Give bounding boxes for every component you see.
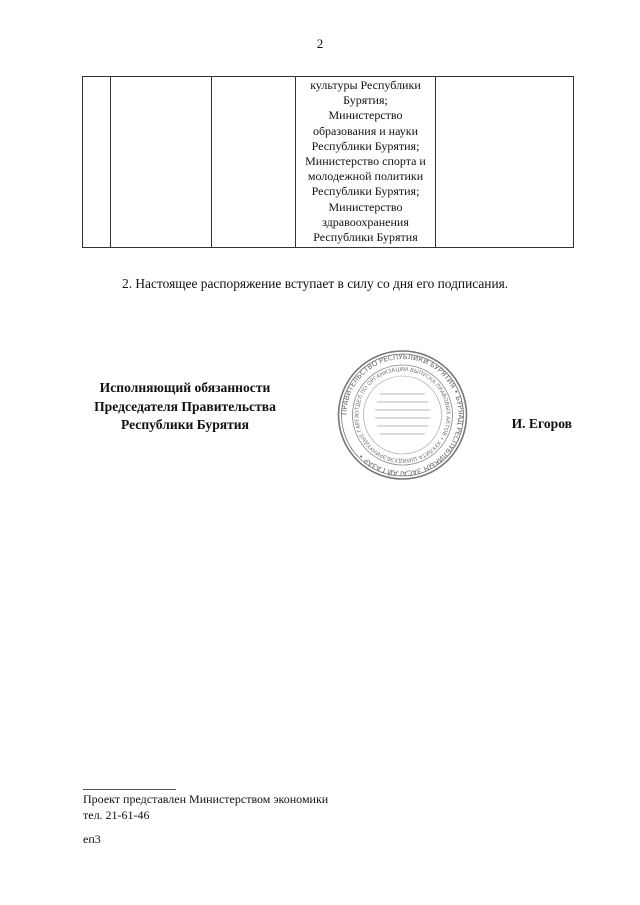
table-row bbox=[83, 77, 574, 248]
table-cell-notes bbox=[436, 77, 574, 248]
order-paragraph-2: 2. Настоящее распоряжение вступает в силу со дня его подписания. bbox=[122, 276, 509, 291]
signatory-line: Председателя Правительства bbox=[94, 398, 276, 414]
footer-line: Проект представлен Министерством экономики bbox=[83, 792, 329, 806]
footer-line: еп3 bbox=[83, 832, 101, 846]
signatory-line: Республики Бурятия bbox=[120, 417, 249, 433]
table-cell-responsible: культуры Республики Бурятия; Министерство образования и науки Республики Бурятия; Министерство спорта и молодежной политики Республики Бурятия; Министерство здравоохранения Республики Бурятия bbox=[296, 77, 436, 248]
footer-note bbox=[83, 792, 328, 848]
footer-line: тел. 21-61-46 bbox=[83, 807, 150, 822]
seal-inner-text: ОТДЕЛ ПО ОРГАНИЗАЦИИ ВЫПУСКА ПРАВОВЫХ АКТОВ • ХУУЛИТА ШИИДХЭБЭРИНУУДЫЕ ГАРГА bbox=[354, 366, 451, 464]
signatory-position bbox=[80, 379, 290, 435]
continuation-table bbox=[82, 76, 574, 248]
footnote-divider bbox=[83, 789, 176, 790]
table-cell-number bbox=[83, 77, 111, 248]
signer-name: И. Егоров bbox=[511, 416, 572, 431]
signatory-line: Исполняющий обязанности bbox=[99, 380, 271, 395]
seal-outer-text: ПРАВИТЕЛЬСТВО РЕСПУБЛИКИ БУРЯТИЯ • БУРЯАД РЕСПУБЛИКЫН ЗАСАГАЙ ГАЗАР • bbox=[340, 352, 465, 478]
table-cell-deadline bbox=[212, 77, 296, 248]
official-seal bbox=[335, 350, 470, 480]
page-number: 2 bbox=[316, 36, 324, 51]
table-cell-event bbox=[111, 77, 212, 248]
